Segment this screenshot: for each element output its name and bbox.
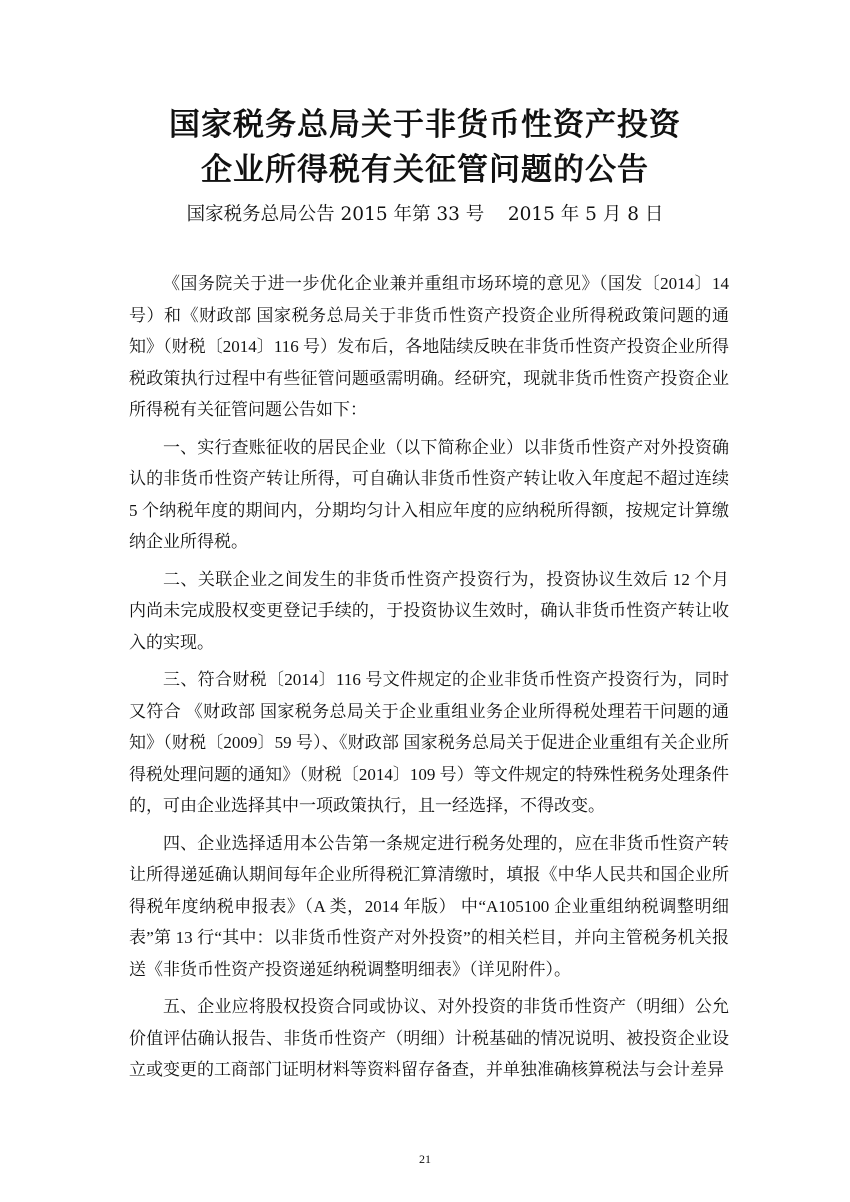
paragraph-item-4: 四、企业选择适用本公告第一条规定进行税务处理的，应在非货币性资产转让所得递延确认期间每年企业所得税汇算清缴时，填报《中华人民共和国企业所得税年度纳税申报表》（A 类，2014 年版） 中“A105100 企业重组纳税调整明细表”第 13 行“其中：以非货币性资产对外投资”的相关栏目，并向主管税务机关报送《非货币性资产投资递延纳税调整明细表》（详见附件）。 bbox=[129, 833, 729, 979]
document-title-line-1: 国家税务总局关于非货币性资产投资 bbox=[169, 107, 681, 143]
paragraph-item-1: 一、实行查账征收的居民企业（以下简称企业）以非货币性资产对外投资确认的非货币性资产转让所得，可自确认非货币性资产转让收入年度起不超过连续 5 个纳税年度的期间内，分期均匀计入相应年度的应纳税所得额，按规定计算缴纳企业所得税。 bbox=[129, 437, 729, 551]
document-body bbox=[129, 268, 729, 1092]
document-meta bbox=[0, 202, 850, 228]
paragraph-item-3: 三、符合财税〔2014〕116 号文件规定的企业非货币性资产投资行为，同时又符合 《财政部 国家税务总局关于企业重组业务企业所得税处理若干问题的通知》（财税〔2009〕59 号）、《财政部 国家税务总局关于促进企业重组有关企业所得税处理问题的通知》（财税〔2014〕109 号）等文件规定的特殊性税务处理条件的，可由企业选择其中一项政策执行，且一经选择，不得改变。 bbox=[129, 670, 729, 815]
issuer-number: 国家税务总局公告 2015 年第 33 号 bbox=[186, 204, 485, 225]
page-number: 21 bbox=[419, 1152, 431, 1166]
paragraph-item-2: 二、关联企业之间发生的非货币性资产投资行为，投资协议生效后 12 个月内尚未完成股权变更登记手续的，于投资协议生效时，确认非货币性资产转让收入的实现。 bbox=[129, 569, 729, 652]
paragraph-intro: 《国务院关于进一步优化企业兼并重组市场环境的意见》（国发〔2014〕14 号）和《财政部 国家税务总局关于非货币性资产投资企业所得税政策问题的通知》（财税〔2014〕116 号）发布后，各地陆续反映在非货币性资产投资企业所得税政策执行过程中有些征管问题亟需明确。经研究，现就非货币性资产投资企业所得税有关征管问题公告如下： bbox=[129, 274, 729, 419]
paragraph-item-5: 五、企业应将股权投资合同或协议、对外投资的非货币性资产（明细）公允价值评估确认报告、非货币性资产（明细）计税基础的情况说明、被投资企业设立或变更的工商部门证明材料等资料留存备查，并单独准确核算税法与会计差异 bbox=[129, 997, 729, 1079]
document-title-line-2: 企业所得税有关征管问题的公告 bbox=[201, 152, 649, 188]
issue-date: 2015 年 5 月 8 日 bbox=[507, 204, 664, 225]
